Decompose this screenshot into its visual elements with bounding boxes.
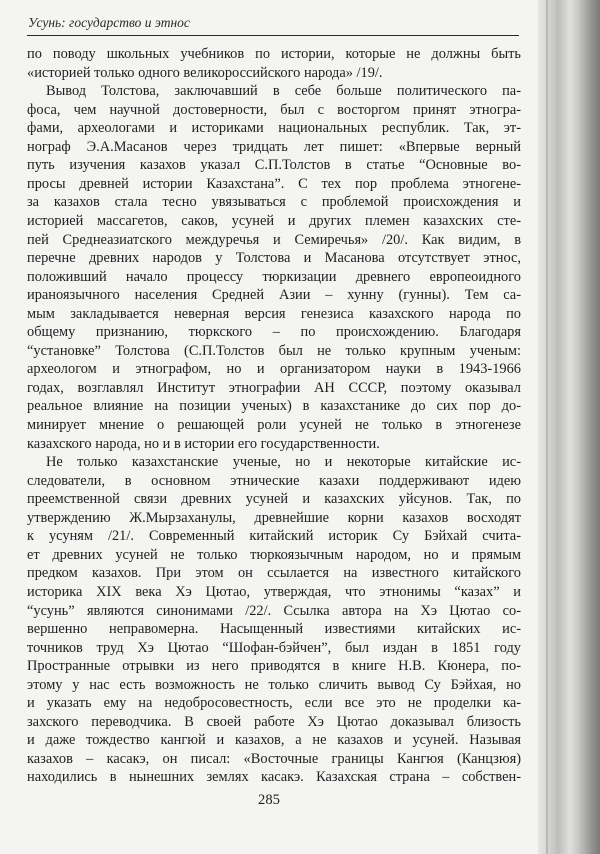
text-line: мым закладывается неверная версия генезиса казахского народа по <box>27 305 521 322</box>
text-line: казахского народа, но и в истории его государственности. <box>27 435 380 452</box>
page-edge <box>546 0 548 854</box>
text-line: ираноязычного населения Средней Азии – хунну (гунны). Тем са- <box>27 287 521 304</box>
text-line: фами, археологами и историками национальных республик. Так, эт- <box>27 120 521 137</box>
text-line: “установке” Толстова (С.П.Толстов был не только крупным ученым: <box>27 342 521 359</box>
text-line: за казахов стала тесно увязываться с проблемой происхождения и <box>27 194 521 211</box>
text-line: к усуням /21/. Современный китайский историк Су Бэйхай счита- <box>27 528 521 545</box>
text-line: просы древней истории Казахстана”. С тех пор проблема этногене- <box>27 175 521 192</box>
text-line: находились в нынешних землях касакэ. Казахская страна – собствен- <box>27 769 521 786</box>
text-line: предком казахов. При этом он ссылается на известного китайского <box>27 565 521 582</box>
text-line: следователи, в основном этнические казахи поддерживают идею <box>27 472 521 489</box>
text-line: “усунь” являются синонимами /22/. Ссылка автора на Хэ Цютао со- <box>27 602 521 619</box>
text-line: минирует мнение о решающей роли усуней не только в этногенезе <box>27 417 521 433</box>
text-line: нограф Э.А.Масанов через тридцать лет пишет: «Впервые верный <box>27 138 521 155</box>
text-line: захского переводчика. В своей работе Хэ Цютао доказывал близость <box>27 713 521 730</box>
text-line: Пространные отрывки из него приводятся в книге Н.В. Кюнера, по- <box>27 658 521 675</box>
text-line: вершенно неправомерна. Насыщенный известиями китайских ис- <box>27 621 521 638</box>
text-line: Вывод Толстова, заключавший в себе больше политического па- <box>46 83 521 100</box>
text-line: общему признанию, тюркского – по происхождению. Благодаря <box>27 324 521 341</box>
text-line: годах, возглавлял Институт этнографии АН СССР, поэтому оказывал <box>27 379 521 396</box>
text-line: и указать ему на недобросовестность, если все это не проделки ка- <box>27 695 521 712</box>
text-line: преемственной связи древних усуней и казахских уйсунов. Так, по <box>27 491 521 508</box>
text-line: перечне древних народов у Толстова и Масанова отсутствует этнос, <box>27 250 521 267</box>
text-line: по поводу школьных учебников по истории, которые не должны быть <box>27 46 521 62</box>
text-line: точников труд Хэ Цютао “Шофан-бэйчен”, был издан в 1851 году <box>27 639 521 656</box>
text-line: Не только казахстанские ученые, но и некоторые китайские ис- <box>46 454 521 471</box>
text-line: фоса, чем научной достоверности, был с восторгом принят этногра- <box>27 101 521 118</box>
text-line: пей Среднеазиатского междуречья и Семиречья» /20/. Как видим, в <box>27 231 521 248</box>
running-head <box>27 9 519 36</box>
text-line: «историей только одного великороссийского народа» /19/. <box>27 64 383 81</box>
text-line: этому у нас есть возможность не только сличить вывод Су Бэйхая, но <box>27 676 521 693</box>
text-line: археологом и этнографом, но и организатором науки в 1943-1966 <box>27 361 521 378</box>
text-line: казахов – касакэ, он писал: «Восточные границы Кангюя (Канцзюя) <box>27 750 521 767</box>
text-line: положивший начало процессу тюркизации древнего европеоидного <box>27 268 521 285</box>
text-line: и даже тождество кангюй и казахов, а не казахов и усуней. Называя <box>27 732 521 749</box>
text-line: путь изучения казахов указал С.П.Толстов в статье “Основные во- <box>27 157 521 174</box>
text-line: утверждению Ж.Мырзаханулы, древнейшие корни казахов восходят <box>27 509 521 526</box>
running-head-title: Усунь: государство и этнос <box>28 15 190 30</box>
text-line: реальное влияние на позиции ученых) в казахстанике до сих пор до- <box>27 398 521 415</box>
text-line: историка XIX века Хэ Цютао, утверждая, что этнонимы “казах” и <box>27 583 521 600</box>
text-line: историей массагетов, саков, усуней и других племен казахских сте- <box>27 212 521 229</box>
page-number: 285 <box>258 792 280 808</box>
text-line: ет древних усуней не только тюркоязычным народом, но и прямым <box>27 546 521 563</box>
